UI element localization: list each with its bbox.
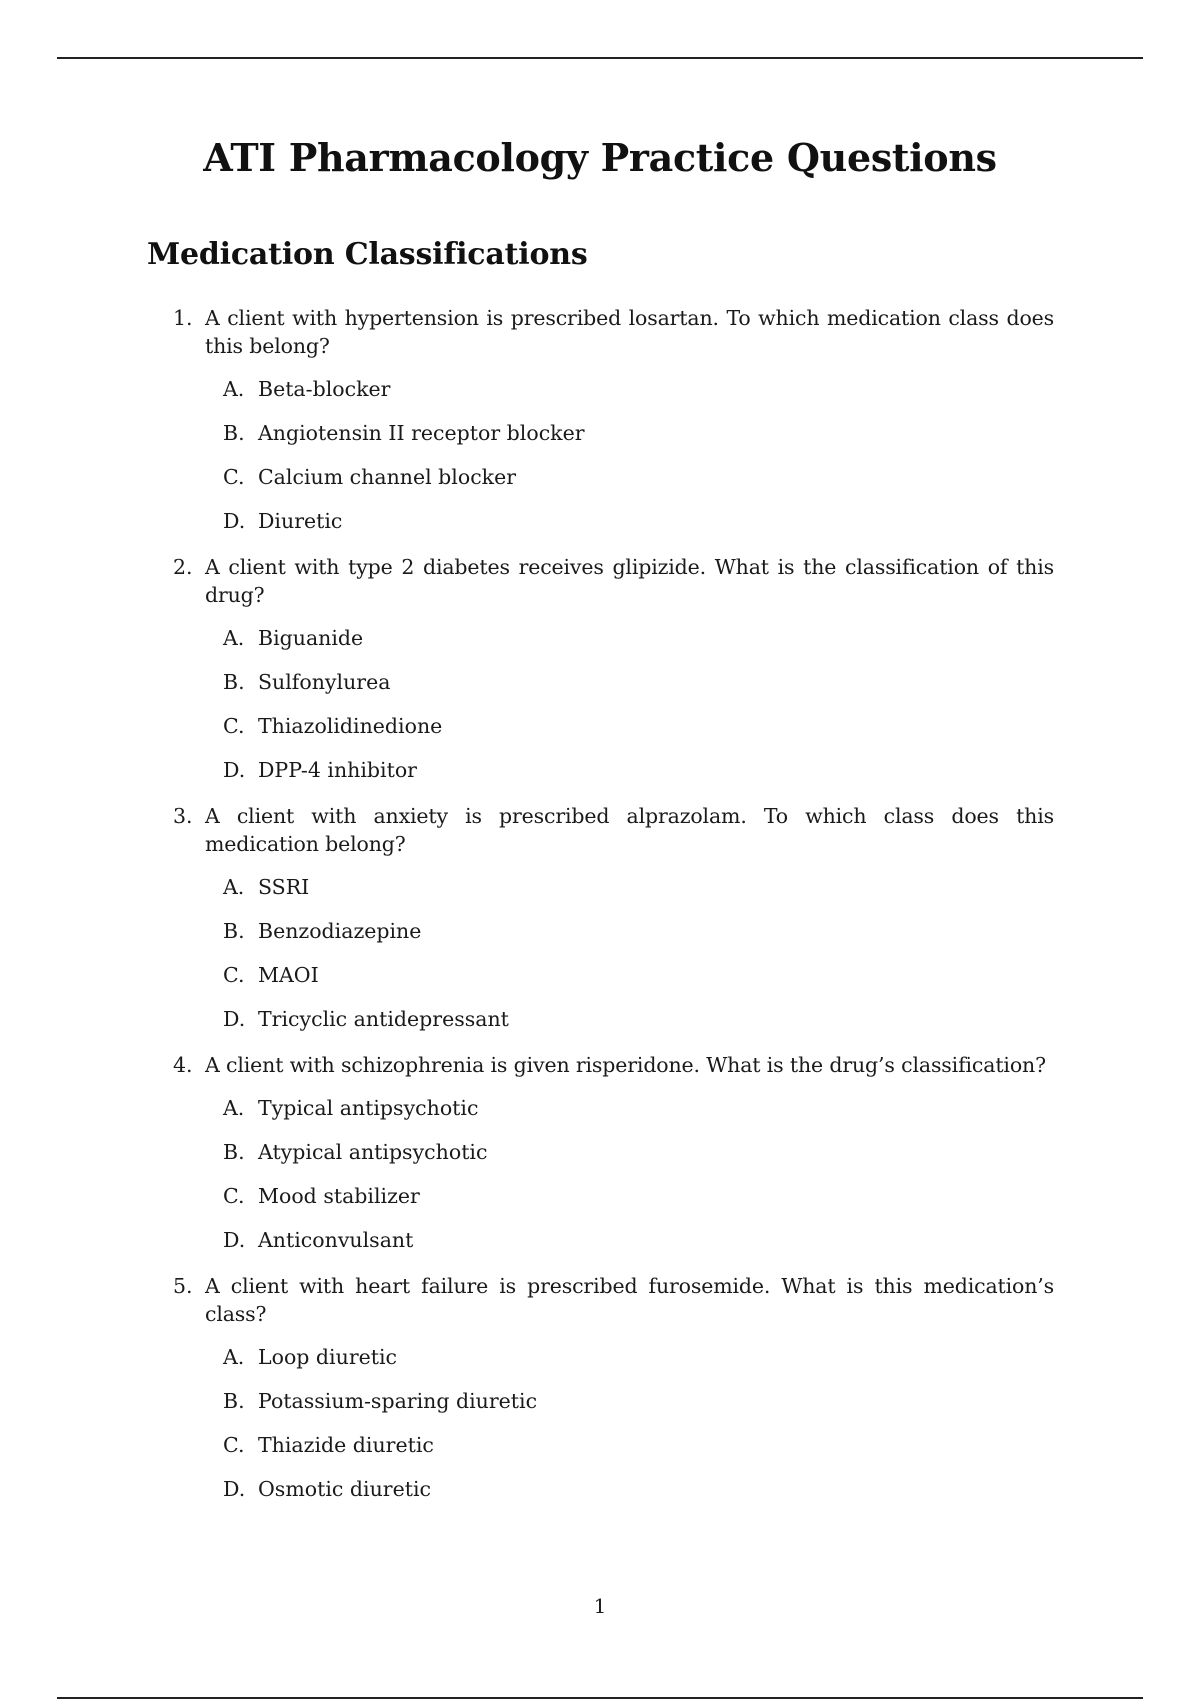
option-text: Osmotic diuretic: [258, 1477, 431, 1501]
option-d: [223, 756, 1054, 784]
footer-rule: [57, 1697, 1143, 1699]
option-letter: B.: [223, 1389, 245, 1413]
option-a: [223, 624, 1054, 652]
option-d: [223, 507, 1054, 535]
document-title: ATI Pharmacology Practice Questions: [203, 135, 997, 180]
option-text: Biguanide: [258, 626, 364, 650]
option-d: [223, 1226, 1054, 1254]
option-letter: D.: [223, 1477, 246, 1501]
question-text: A client with schizophrenia is given risperidone. What is the drug’s classification?: [205, 1053, 1046, 1077]
question-3: [170, 802, 1054, 1033]
option-letter: B.: [223, 421, 245, 445]
option-text: Mood stabilizer: [258, 1184, 420, 1208]
question-text: A client with hypertension is prescribed losartan. To which medication class does this belong?: [205, 306, 1054, 358]
option-b: [223, 1138, 1054, 1166]
question-1: [170, 304, 1054, 535]
option-text: Angiotensin II receptor blocker: [258, 421, 585, 445]
option-text: Atypical antipsychotic: [258, 1140, 488, 1164]
option-d: [223, 1475, 1054, 1503]
option-text: Loop diuretic: [258, 1345, 398, 1369]
option-text: Potassium-sparing diuretic: [258, 1389, 538, 1413]
option-letter: C.: [223, 1184, 245, 1208]
answer-options: [205, 375, 1054, 535]
option-text: Calcium channel blocker: [258, 465, 517, 489]
question-2: [170, 553, 1054, 784]
option-a: [223, 1343, 1054, 1371]
option-letter: C.: [223, 465, 245, 489]
option-text: SSRI: [258, 875, 310, 899]
question-text: A client with anxiety is prescribed alprazolam. To which class does this medication belong?: [205, 804, 1054, 856]
question-number: 2.: [173, 555, 193, 579]
option-text: Sulfonylurea: [258, 670, 391, 694]
option-text: Diuretic: [258, 509, 343, 533]
option-c: [223, 1431, 1054, 1459]
option-letter: A.: [223, 626, 245, 650]
option-letter: B.: [223, 919, 245, 943]
question-number: 4.: [173, 1053, 193, 1077]
option-letter: A.: [223, 875, 245, 899]
option-letter: A.: [223, 377, 245, 401]
option-letter: D.: [223, 1228, 246, 1252]
option-text: DPP-4 inhibitor: [258, 758, 417, 782]
question-number: 3.: [173, 804, 193, 828]
option-text: Anticonvulsant: [258, 1228, 414, 1252]
section-heading: Medication Classifications: [147, 237, 588, 272]
option-a: [223, 375, 1054, 403]
option-c: [223, 1182, 1054, 1210]
question-number: 5.: [173, 1274, 193, 1298]
option-text: Thiazolidinedione: [258, 714, 443, 738]
option-letter: C.: [223, 714, 245, 738]
option-letter: A.: [223, 1345, 245, 1369]
option-b: [223, 419, 1054, 447]
option-text: Tricyclic antidepressant: [258, 1007, 509, 1031]
question-list: [170, 304, 1054, 1521]
answer-options: [205, 1343, 1054, 1503]
header-rule: [57, 57, 1143, 59]
option-c: [223, 463, 1054, 491]
option-letter: C.: [223, 963, 245, 987]
question-4: [170, 1051, 1054, 1254]
option-c: [223, 712, 1054, 740]
answer-options: [205, 873, 1054, 1033]
answer-options: [205, 624, 1054, 784]
option-b: [223, 917, 1054, 945]
option-b: [223, 1387, 1054, 1415]
option-letter: D.: [223, 1007, 246, 1031]
option-letter: B.: [223, 1140, 245, 1164]
option-text: Benzodiazepine: [258, 919, 422, 943]
question-text: A client with heart failure is prescribed furosemide. What is this medication’s class?: [205, 1274, 1054, 1326]
question-text: A client with type 2 diabetes receives glipizide. What is the classification of this drug?: [205, 555, 1054, 607]
option-text: Typical antipsychotic: [258, 1096, 479, 1120]
option-a: [223, 1094, 1054, 1122]
option-text: MAOI: [258, 963, 319, 987]
option-text: Beta-blocker: [258, 377, 391, 401]
option-letter: A.: [223, 1096, 245, 1120]
answer-options: [205, 1094, 1054, 1254]
option-a: [223, 873, 1054, 901]
option-letter: D.: [223, 758, 246, 782]
option-d: [223, 1005, 1054, 1033]
option-letter: B.: [223, 670, 245, 694]
option-letter: D.: [223, 509, 246, 533]
option-text: Thiazide diuretic: [258, 1433, 434, 1457]
question-5: [170, 1272, 1054, 1503]
page-number: 1: [593, 1594, 607, 1618]
option-c: [223, 961, 1054, 989]
option-letter: C.: [223, 1433, 245, 1457]
option-b: [223, 668, 1054, 696]
question-number: 1.: [173, 306, 193, 330]
